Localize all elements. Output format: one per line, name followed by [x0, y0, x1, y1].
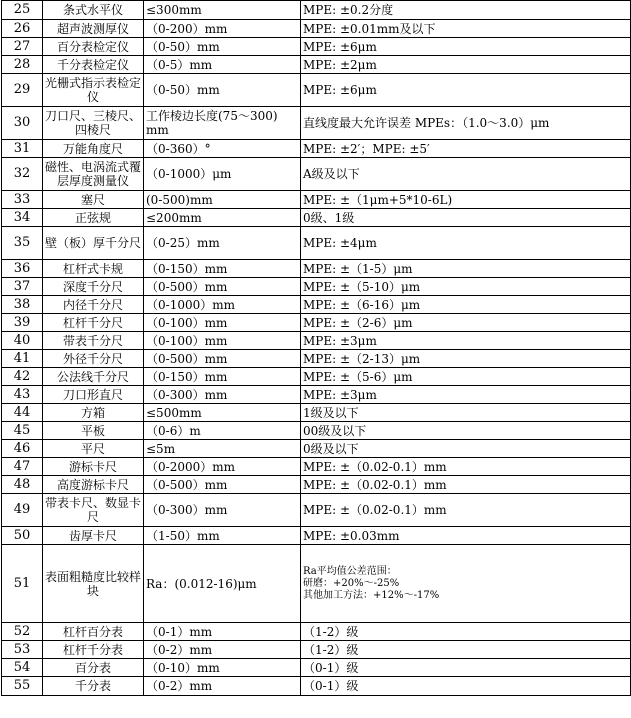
measurement-range: （0-150）mm	[144, 368, 301, 386]
row-number: 25	[2, 1, 43, 20]
table-row	[2, 56, 631, 74]
instrument-name: 方箱	[43, 404, 144, 422]
measurement-range: （0-500）mm	[144, 350, 301, 368]
row-number: 51	[2, 545, 43, 623]
accuracy-spec: 0级、1级	[301, 209, 631, 227]
table-row	[2, 314, 631, 332]
measurement-range: （0-1000）μm	[144, 158, 301, 191]
table-row	[2, 20, 631, 38]
accuracy-spec: MPE: ±（0.02-0.1）mm	[301, 458, 631, 476]
measurement-range: （0-2000）mm	[144, 458, 301, 476]
row-number: 50	[2, 527, 43, 545]
instrument-name: 千分表	[43, 677, 144, 696]
instrument-name: 正弦规	[43, 209, 144, 227]
row-number: 49	[2, 494, 43, 527]
instrument-name: 壁（板）厚千分尺	[43, 227, 144, 260]
measurement-range: 工作棱边长度(75～300) mm	[144, 107, 301, 140]
table-row	[2, 458, 631, 476]
row-number: 46	[2, 440, 43, 458]
row-number: 34	[2, 209, 43, 227]
measurement-range: ≤500mm	[144, 404, 301, 422]
accuracy-spec: MPE: ±（5-10）μm	[301, 278, 631, 296]
table-row	[2, 107, 631, 140]
accuracy-spec: MPE: ±（1-5）μm	[301, 260, 631, 278]
measurement-range: （0-300）mm	[144, 494, 301, 527]
row-number: 36	[2, 260, 43, 278]
instrument-name: 公法线千分尺	[43, 368, 144, 386]
row-number: 27	[2, 38, 43, 56]
accuracy-spec: MPE: ±2′；MPE: ±5′	[301, 140, 631, 158]
accuracy-spec: MPE: ±0.03mm	[301, 527, 631, 545]
row-number: 33	[2, 191, 43, 209]
accuracy-spec: MPE: ±2μm	[301, 56, 631, 74]
instrument-name: 超声波测厚仪	[43, 20, 144, 38]
table-row	[2, 296, 631, 314]
instrument-name: 刀口形直尺	[43, 386, 144, 404]
instrument-name: 平尺	[43, 440, 144, 458]
instrument-name: 千分表检定仪	[43, 56, 144, 74]
accuracy-spec: MPE: ±（0.02-0.1）mm	[301, 494, 631, 527]
row-number: 48	[2, 476, 43, 494]
instrument-name: 杠杆千分表	[43, 641, 144, 659]
row-number: 43	[2, 386, 43, 404]
accuracy-spec: MPE: ±（1μm+5*10-6L)	[301, 191, 631, 209]
measurement-range: （0-500）mm	[144, 476, 301, 494]
measurement-range: （0-360）°	[144, 140, 301, 158]
instrument-name: 齿厚卡尺	[43, 527, 144, 545]
table-row	[2, 227, 631, 260]
instrument-name: 带表卡尺、数显卡尺	[43, 494, 144, 527]
measurement-range: （0-100）mm	[144, 332, 301, 350]
instrument-name: 光栅式指示表检定仪	[43, 74, 144, 107]
table-row	[2, 623, 631, 641]
row-number: 39	[2, 314, 43, 332]
instrument-name: 内径千分尺	[43, 296, 144, 314]
row-number: 45	[2, 422, 43, 440]
table-row	[2, 350, 631, 368]
table-body	[2, 1, 631, 696]
instrument-name: 磁性、电涡流式覆层厚度测量仪	[43, 158, 144, 191]
row-number: 42	[2, 368, 43, 386]
table-row	[2, 545, 631, 623]
row-number: 53	[2, 641, 43, 659]
measurement-range: （0-500）mm	[144, 278, 301, 296]
accuracy-spec: 直线度最大允许误差 MPEs：（1.0～3.0）μm	[301, 107, 631, 140]
accuracy-spec: MPE: ±4μm	[301, 227, 631, 260]
instrument-name: 外径千分尺	[43, 350, 144, 368]
instrument-name: 百分表	[43, 659, 144, 677]
table-row	[2, 476, 631, 494]
table-row	[2, 209, 631, 227]
calibration-table	[1, 0, 631, 696]
table-row	[2, 38, 631, 56]
instrument-name: 带表千分尺	[43, 332, 144, 350]
measurement-range: （0-1）mm	[144, 623, 301, 641]
measurement-range: （0-150）mm	[144, 260, 301, 278]
instrument-name: 条式水平仪	[43, 1, 144, 20]
measurement-range: （1-50）mm	[144, 527, 301, 545]
row-number: 37	[2, 278, 43, 296]
row-number: 55	[2, 677, 43, 696]
measurement-range: （0-300）mm	[144, 386, 301, 404]
accuracy-spec: 0级及以下	[301, 440, 631, 458]
row-number: 28	[2, 56, 43, 74]
accuracy-spec: MPE: ±（2-6）μm	[301, 314, 631, 332]
accuracy-spec: MPE: ±（2-13）μm	[301, 350, 631, 368]
measurement-range: ≤5m	[144, 440, 301, 458]
table-row	[2, 332, 631, 350]
table-row	[2, 527, 631, 545]
row-number: 29	[2, 74, 43, 107]
table-row	[2, 677, 631, 696]
accuracy-spec: MPE: ±（0.02-0.1）mm	[301, 476, 631, 494]
table-row	[2, 440, 631, 458]
instrument-name: 刀口尺、三棱尺、四棱尺	[43, 107, 144, 140]
table-row	[2, 191, 631, 209]
table-row	[2, 404, 631, 422]
accuracy-spec: 00级及以下	[301, 422, 631, 440]
instrument-name: 游标卡尺	[43, 458, 144, 476]
measurement-range: （0-100）mm	[144, 314, 301, 332]
accuracy-spec: MPE: ±（6-16）μm	[301, 296, 631, 314]
accuracy-spec: Ra平均值公差范围： 研磨：+20%～-25% 其他加工方法：+12%～-17%	[301, 545, 631, 623]
instrument-name: 高度游标卡尺	[43, 476, 144, 494]
measurement-range: （0-2）mm	[144, 641, 301, 659]
measurement-range: （0-5）mm	[144, 56, 301, 74]
measurement-range: ≤300mm	[144, 1, 301, 20]
measurement-range: （0-50）mm	[144, 38, 301, 56]
row-number: 38	[2, 296, 43, 314]
instrument-name: 百分表检定仪	[43, 38, 144, 56]
accuracy-spec: （1-2）级	[301, 641, 631, 659]
row-number: 52	[2, 623, 43, 641]
accuracy-spec: （0-1）级	[301, 677, 631, 696]
row-number: 26	[2, 20, 43, 38]
measurement-range: ≤200mm	[144, 209, 301, 227]
row-number: 47	[2, 458, 43, 476]
measurement-range: (0-500)mm	[144, 191, 301, 209]
table-row	[2, 158, 631, 191]
measurement-range: （0-200）mm	[144, 20, 301, 38]
instrument-name: 塞尺	[43, 191, 144, 209]
instrument-name: 深度千分尺	[43, 278, 144, 296]
row-number: 35	[2, 227, 43, 260]
table-row	[2, 386, 631, 404]
table-row	[2, 659, 631, 677]
accuracy-spec: （1-2）级	[301, 623, 631, 641]
accuracy-spec: MPE: ±（5-6）μm	[301, 368, 631, 386]
accuracy-spec: 1级及以下	[301, 404, 631, 422]
row-number: 31	[2, 140, 43, 158]
accuracy-spec: MPE: ±6μm	[301, 74, 631, 107]
accuracy-spec: A级及以下	[301, 158, 631, 191]
table-row	[2, 278, 631, 296]
accuracy-spec: MPE: ±0.2分度	[301, 1, 631, 20]
table-row	[2, 260, 631, 278]
measurement-range: （0-50）mm	[144, 74, 301, 107]
row-number: 30	[2, 107, 43, 140]
row-number: 41	[2, 350, 43, 368]
instrument-name: 表面粗糙度比较样块	[43, 545, 144, 623]
table-row	[2, 422, 631, 440]
instrument-name: 万能角度尺	[43, 140, 144, 158]
table-row	[2, 1, 631, 20]
row-number: 54	[2, 659, 43, 677]
accuracy-spec: （0-1）级	[301, 659, 631, 677]
table-row	[2, 494, 631, 527]
measurement-range: （0-10）mm	[144, 659, 301, 677]
measurement-range: （0-6）m	[144, 422, 301, 440]
table-row	[2, 74, 631, 107]
table-row	[2, 641, 631, 659]
instrument-name: 平板	[43, 422, 144, 440]
measurement-range: （0-1000）mm	[144, 296, 301, 314]
row-number: 32	[2, 158, 43, 191]
measurement-range: （0-2）mm	[144, 677, 301, 696]
accuracy-spec: MPE: ±0.01mm及以下	[301, 20, 631, 38]
measurement-range: Ra：(0.012-16)μm	[144, 545, 301, 623]
accuracy-spec: MPE: ±3μm	[301, 386, 631, 404]
table-row	[2, 368, 631, 386]
instrument-name: 杠杆式卡规	[43, 260, 144, 278]
accuracy-spec: MPE: ±6μm	[301, 38, 631, 56]
accuracy-spec: MPE: ±3μm	[301, 332, 631, 350]
table-row	[2, 140, 631, 158]
row-number: 40	[2, 332, 43, 350]
instrument-name: 杠杆百分表	[43, 623, 144, 641]
row-number: 44	[2, 404, 43, 422]
measurement-range: （0-25）mm	[144, 227, 301, 260]
instrument-name: 杠杆千分尺	[43, 314, 144, 332]
